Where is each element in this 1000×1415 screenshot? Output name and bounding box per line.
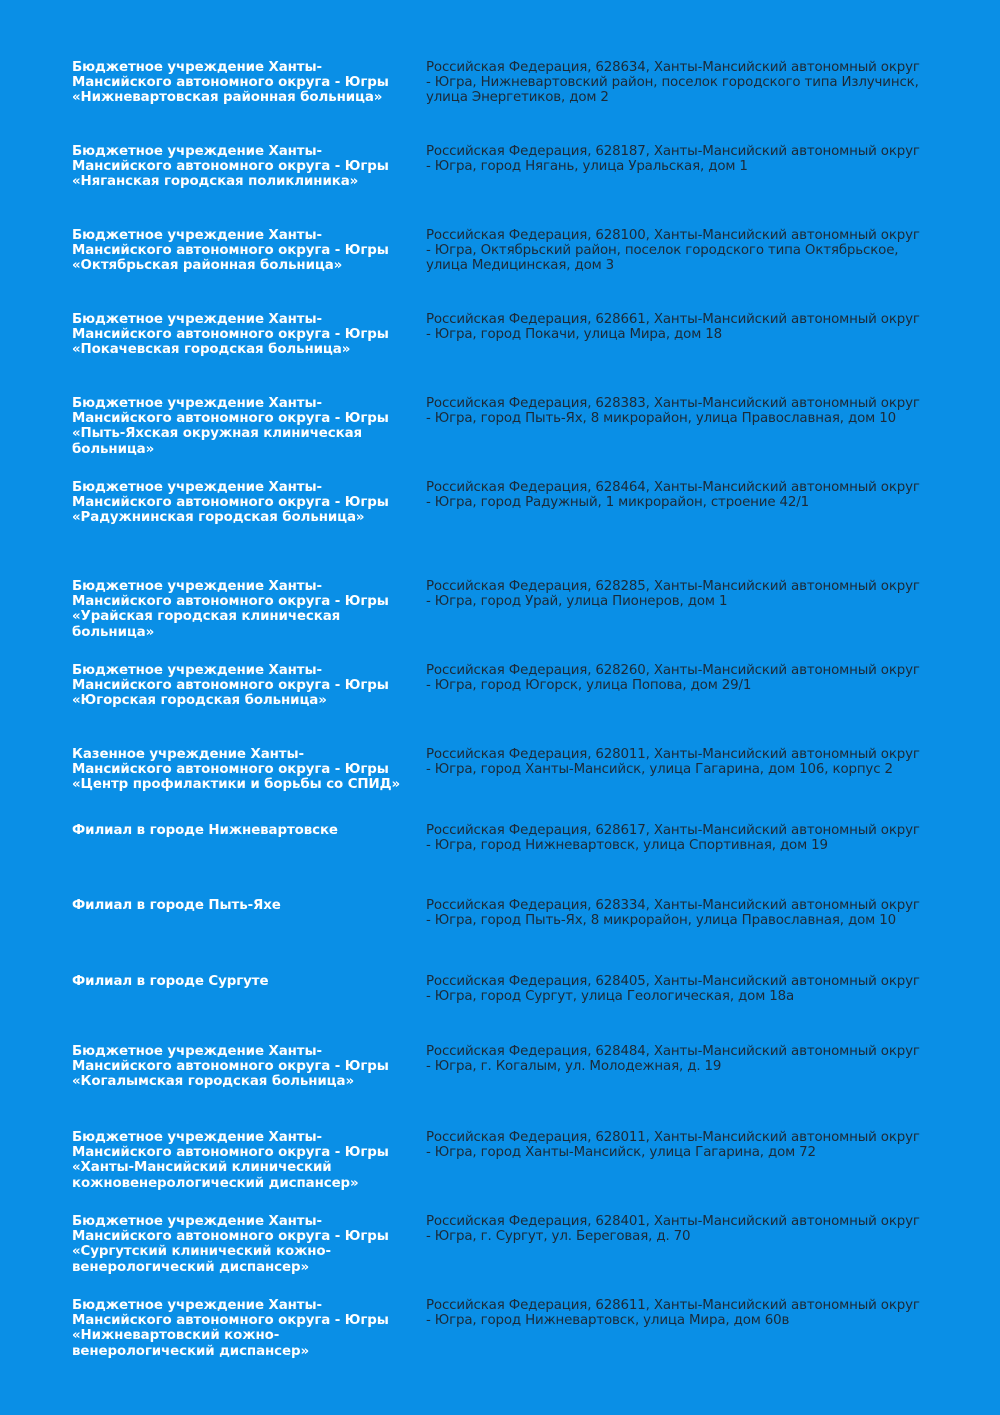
institution-address: Российская Федерация, 628100, Ханты-Мансийский автономный округ - Югра, Октябрьский район, поселок городского типа Октябрьское, улица Медицинская, дом 3 [426, 228, 920, 274]
institution-address: Российская Федерация, 628661, Ханты-Мансийский автономный округ - Югра, город Покачи, улица Мира, дом 18 [426, 312, 920, 343]
institution-name: Филиал в городе Нижневартовске [72, 823, 338, 838]
institution-address: Российская Федерация, 628011, Ханты-Мансийский автономный округ - Югра, город Ханты-Мансийск, улица Гагарина, дом 72 [426, 1130, 920, 1161]
institution-name: Бюджетное учреждение Ханты-Мансийского автономного округа - Югры «Когалымская городская больница» [72, 1044, 389, 1090]
institution-address: Российская Федерация, 628405, Ханты-Мансийский автономный округ - Югра, город Сургут, улица Геологическая, дом 18а [426, 974, 920, 1005]
institution-name: Бюджетное учреждение Ханты-Мансийского автономного округа - Югры «Октябрьская районная больница» [72, 228, 389, 274]
institution-name: Бюджетное учреждение Ханты-Мансийского автономного округа - Югры «Нижневартовский кожно-венерологический диспансер» [72, 1298, 389, 1359]
institution-address: Российская Федерация, 628484, Ханты-Мансийский автономный округ - Югра, г. Когалым, ул. Молодежная, д. 19 [426, 1044, 920, 1075]
institution-address: Российская Федерация, 628634, Ханты-Мансийский автономный округ - Югра, Нижневартовский район, поселок городского типа Излучинск, улица Энергетиков, дом 2 [426, 60, 920, 106]
institution-name: Бюджетное учреждение Ханты-Мансийского автономного округа - Югры «Ханты-Мансийский клинический кожновенерологический диспансер» [72, 1130, 389, 1191]
institution-address: Российская Федерация, 628285, Ханты-Мансийский автономный округ - Югра, город Урай, улица Пионеров, дом 1 [426, 579, 920, 610]
institution-address: Российская Федерация, 628011, Ханты-Мансийский автономный округ - Югра, город Ханты-Мансийск, улица Гагарина, дом 106, корпус 2 [426, 747, 920, 778]
institution-name: Казенное учреждение Ханты-Мансийского автономного округа - Югры «Центр профилактики и борьбы со СПИД» [72, 747, 401, 793]
institution-name: Бюджетное учреждение Ханты-Мансийского автономного округа - Югры «Нижневартовская районная больница» [72, 60, 389, 106]
institution-name: Бюджетное учреждение Ханты-Мансийского автономного округа - Югры «Югорская городская больница» [72, 663, 389, 709]
institution-address: Российская Федерация, 628383, Ханты-Мансийский автономный округ - Югра, город Пыть-Ях, 8 микрорайон, улица Православная, дом 10 [426, 396, 920, 427]
institution-name: Бюджетное учреждение Ханты-Мансийского автономного округа - Югры «Урайская городская клиническая больница» [72, 579, 389, 640]
institution-name: Бюджетное учреждение Ханты-Мансийского автономного округа - Югры «Пыть-Яхская окружная клиническая больница» [72, 396, 389, 457]
institution-address: Российская Федерация, 628464, Ханты-Мансийский автономный округ - Югра, город Радужный, 1 микрорайон, строение 42/1 [426, 480, 920, 511]
institution-name: Филиал в городе Пыть-Яхе [72, 898, 281, 913]
institution-address: Российская Федерация, 628334, Ханты-Мансийский автономный округ - Югра, город Пыть-Ях, 8 микрорайон, улица Православная, дом 10 [426, 898, 920, 929]
institution-name: Филиал в городе Сургуте [72, 974, 269, 989]
institution-name: Бюджетное учреждение Ханты-Мансийского автономного округа - Югры «Няганская городская поликлиника» [72, 144, 389, 190]
institution-name: Бюджетное учреждение Ханты-Мансийского автономного округа - Югры «Радужнинская городская больница» [72, 480, 389, 526]
institution-address: Российская Федерация, 628617, Ханты-Мансийский автономный округ - Югра, город Нижневартовск, улица Спортивная, дом 19 [426, 823, 920, 854]
institution-name: Бюджетное учреждение Ханты-Мансийского автономного округа - Югры «Покачевская городская больница» [72, 312, 389, 358]
institution-name: Бюджетное учреждение Ханты-Мансийского автономного округа - Югры «Сургутский клинический кожно-венерологический диспансер» [72, 1214, 389, 1275]
institution-address: Российская Федерация, 628260, Ханты-Мансийский автономный округ - Югра, город Югорск, улица Попова, дом 29/1 [426, 663, 920, 694]
institution-address: Российская Федерация, 628611, Ханты-Мансийский автономный округ - Югра, город Нижневартовск, улица Мира, дом 60в [426, 1298, 920, 1329]
institution-address: Российская Федерация, 628401, Ханты-Мансийский автономный округ - Югра, г. Сургут, ул. Береговая, д. 70 [426, 1214, 920, 1245]
institution-address: Российская Федерация, 628187, Ханты-Мансийский автономный округ - Югра, город Нягань, улица Уральская, дом 1 [426, 144, 920, 175]
